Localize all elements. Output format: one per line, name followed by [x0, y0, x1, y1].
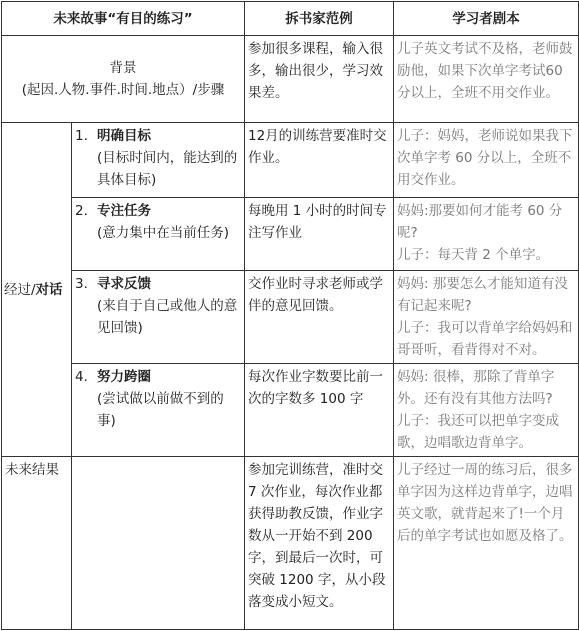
result-script: 儿子经过一周的练习后，很多单字因为这样边背单字，边唱英文歌，就背起来了!一个月后的单字考试也如愿及格了。 — [394, 457, 579, 630]
process-label-cell — [2, 123, 72, 457]
result-empty-cell — [72, 457, 245, 630]
step-2-desc: (意力集中在当前任务) — [97, 225, 230, 241]
step-2-script: 妈妈:那要如何才能考 60 分呢? 儿子：每天背 2 个单字。 — [394, 198, 579, 271]
header-row — [2, 2, 579, 36]
step-3-example: 交作业时寻求老师或学伴的意见回馈。 — [245, 271, 394, 364]
background-label-subtitle: (起因.人物.事件.时间.地点）/步骤 — [21, 82, 225, 98]
step-4-number: 4. — [75, 369, 88, 385]
step-row-1 — [2, 123, 579, 198]
step-row-2 — [2, 198, 579, 271]
step-2-title: 专注任务 — [97, 203, 151, 219]
background-script: 儿子英文考试不及格，老师鼓励他，如果下次单字考试60分以上，全班不用交作业。 — [394, 36, 579, 123]
step-1-number: 1. — [75, 128, 88, 144]
step-3-script: 妈妈: 那要怎么才能知道有没有记起来呢? 儿子：我可以背单字给妈妈和哥哥听，看背得对不对。 — [394, 271, 579, 364]
step-2-cell — [72, 198, 245, 271]
step-row-4 — [2, 364, 579, 457]
step-1-example: 12月的训练营要准时交作业。 — [245, 123, 394, 198]
background-label-title: 背景 — [109, 60, 137, 76]
step-1-desc: (目标时间内，能达到的具体目标) — [97, 150, 238, 188]
result-example: 参加完训练营，准时交 7 次作业，每次作业都获得助教反馈，作业字数从一开始不到 200 字，到最后一次时，可突破 1200 字，从小段落变成小短文。 — [245, 457, 394, 630]
step-4-example: 每次作业字数要比前一次的字数多 100 字 — [245, 364, 394, 457]
step-3-title: 寻求反馈 — [97, 276, 151, 292]
background-example: 参加很多课程，输入很多，输出很少，学习效果差。 — [245, 36, 394, 123]
step-4-title: 努力跨圈 — [97, 369, 151, 385]
header-example: 拆书家范例 — [245, 2, 394, 36]
step-3-desc: (来自于自己或他人的意见回馈) — [97, 298, 238, 336]
step-4-desc: (尝试做以前做不到的事) — [97, 391, 224, 429]
exercise-table-container — [1, 1, 578, 630]
result-label: 未来结果 — [2, 457, 72, 630]
background-row — [2, 36, 579, 123]
step-4-cell — [72, 364, 245, 457]
step-4-script: 妈妈: 很棒，那除了背单字外。还有没有其他方法吗? 儿子：我还可以把单字变成歌，边唱歌边背单字。 — [394, 364, 579, 457]
step-1-title: 明确目标 — [97, 128, 151, 144]
header-future-story: 未来故事“有目的练习” — [2, 2, 245, 36]
process-label-separator: / — [31, 281, 36, 298]
process-label-b: 对话 — [35, 281, 63, 298]
step-2-example: 每晚用 1 小时的时间专注写作业 — [245, 198, 394, 271]
step-row-3 — [2, 271, 579, 364]
step-3-number: 3. — [75, 276, 88, 292]
exercise-table — [1, 1, 579, 630]
step-1-script: 儿子：妈妈，老师说如果我下次单字考 60 分以上，全班不用交作业。 — [394, 123, 579, 198]
header-learner-script: 学习者剧本 — [394, 2, 579, 36]
step-2-number: 2. — [75, 203, 88, 219]
result-row — [2, 457, 579, 630]
step-1-cell — [72, 123, 245, 198]
step-3-cell — [72, 271, 245, 364]
background-label-cell — [2, 36, 245, 123]
process-label-a: 经过 — [4, 281, 31, 298]
